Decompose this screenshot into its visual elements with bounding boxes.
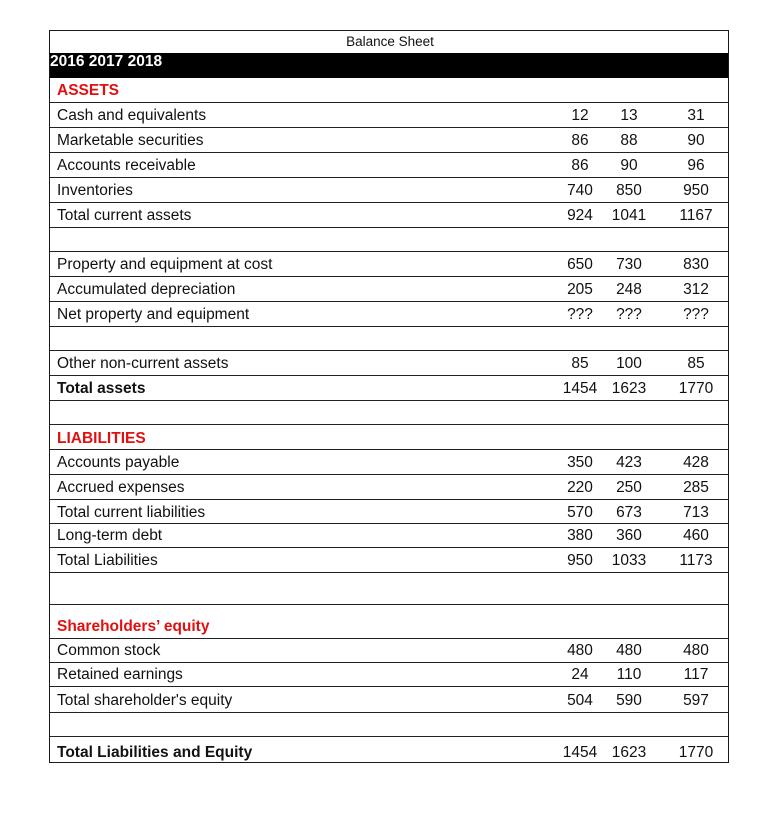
row-label: Accounts receivable (57, 157, 196, 174)
cell-2017: 88 (620, 132, 638, 149)
cell-2017: 100 (616, 355, 642, 372)
cell-2017: 590 (616, 692, 642, 709)
liabilities-section-label: LIABILITIES (57, 430, 146, 447)
row-label: Total current assets (57, 207, 192, 224)
cell-2018: 1173 (679, 552, 713, 569)
cell-2016: 86 (571, 132, 589, 149)
cell-2016: 570 (567, 504, 593, 521)
row-label: Property and equipment at cost (57, 256, 273, 273)
spacer-row (50, 228, 728, 252)
row-label: Common stock (57, 642, 161, 659)
assets-section-row (50, 78, 728, 103)
table-row (50, 203, 728, 228)
cell-2017: 110 (616, 666, 642, 683)
table-row (50, 663, 728, 687)
equity-section-row (50, 605, 728, 638)
cell-2017: 360 (616, 527, 642, 544)
cell-2016: 86 (571, 157, 589, 174)
table-row (50, 252, 728, 277)
balance-sheet-table (49, 30, 729, 763)
cell-2017: ??? (616, 306, 642, 323)
cell-2016: 220 (567, 479, 593, 496)
cell-2017: 1041 (611, 207, 647, 224)
row-label: Total Liabilities (57, 552, 158, 569)
spacer-row (50, 401, 728, 425)
row-label: Accumulated depreciation (57, 281, 236, 298)
table-row (50, 450, 728, 475)
cell-2018: 85 (687, 355, 705, 372)
cell-2017: 480 (616, 642, 642, 659)
cell-2018: ??? (683, 306, 709, 323)
cell-2017: 850 (616, 182, 642, 199)
table-row (50, 153, 728, 178)
table-row (50, 524, 728, 548)
cell-2018: 480 (683, 642, 709, 659)
cell-2018: 312 (683, 281, 709, 298)
cell-2016: 924 (567, 207, 593, 224)
liabilities-section-row (50, 425, 728, 450)
sheet-title: Balance Sheet (346, 34, 434, 49)
row-label: Retained earnings (57, 666, 183, 683)
year-header: 2016 (50, 53, 85, 70)
year-header: 2017 (88, 53, 124, 70)
cell-2016: 12 (571, 107, 589, 124)
row-label: Inventories (57, 182, 133, 199)
row-label: Long-term debt (57, 527, 163, 544)
assets-section-label: ASSETS (57, 82, 120, 99)
cell-2018: 460 (683, 527, 709, 544)
table-row (50, 548, 728, 573)
cell-2016: 205 (567, 281, 593, 298)
cell-2018: 96 (687, 157, 705, 174)
table-row (50, 687, 728, 713)
table-row (50, 128, 728, 153)
title-row (50, 31, 728, 53)
cell-2016: 950 (567, 552, 593, 569)
total-assets-row (50, 376, 728, 401)
cell-2016: 1454 (562, 380, 598, 397)
cell-2016: 480 (567, 642, 593, 659)
cell-2017: 90 (620, 157, 638, 174)
table-row (50, 500, 728, 524)
cell-2018: 830 (683, 256, 709, 273)
cell-2016: 740 (567, 182, 593, 199)
row-label: Total shareholder's equity (57, 692, 233, 709)
cell-2016: 1454 (562, 744, 598, 761)
cell-2018: 597 (683, 692, 709, 709)
cell-2017: 13 (620, 107, 638, 124)
cell-2016: ??? (567, 306, 593, 323)
table-row (50, 351, 728, 376)
cell-2018: 1167 (679, 207, 713, 224)
row-label: Accounts payable (57, 454, 180, 471)
row-label: Cash and equivalents (57, 107, 207, 124)
row-label: Marketable securities (57, 132, 204, 149)
row-label: Accrued expenses (57, 479, 185, 496)
cell-2017: 673 (616, 504, 642, 521)
row-label: Total current liabilities (57, 504, 206, 521)
cell-2017: 1033 (611, 552, 647, 569)
cell-2016: 380 (567, 527, 593, 544)
cell-2018: 285 (683, 479, 709, 496)
cell-2017: 423 (616, 454, 642, 471)
spacer-row (50, 327, 728, 351)
cell-2018: 31 (687, 107, 705, 124)
cell-2016: 24 (571, 666, 589, 683)
cell-2017: 248 (616, 281, 642, 298)
cell-2018: 713 (683, 504, 709, 521)
cell-2016: 650 (567, 256, 593, 273)
cell-2018: 90 (687, 132, 705, 149)
table-row (50, 103, 728, 128)
row-label: Total Liabilities and Equity (57, 744, 253, 761)
table-row (50, 277, 728, 302)
cell-2018: 117 (683, 666, 709, 683)
cell-2016: 85 (571, 355, 589, 372)
spacer-row (50, 713, 728, 737)
row-label: Total assets (57, 380, 146, 397)
cell-2018: 1770 (678, 744, 714, 761)
year-header: 2018 (127, 53, 163, 70)
table-row (50, 475, 728, 500)
equity-section-label: Shareholders’ equity (57, 618, 210, 635)
total-liabilities-equity-row (50, 737, 728, 762)
cell-2017: 1623 (611, 380, 647, 397)
cell-2017: 250 (616, 479, 642, 496)
cell-2017: 730 (616, 256, 642, 273)
table-row (50, 639, 728, 663)
cell-2018: 1770 (678, 380, 714, 397)
spacer-row (50, 573, 728, 605)
table-row (50, 178, 728, 203)
cell-2016: 504 (567, 692, 593, 709)
cell-2018: 950 (683, 182, 709, 199)
cell-2016: 350 (567, 454, 593, 471)
row-label: Other non-current assets (57, 355, 229, 372)
row-label: Net property and equipment (57, 306, 250, 323)
year-header-bar (50, 53, 728, 78)
table-row (50, 302, 728, 327)
cell-2017: 1623 (611, 744, 647, 761)
cell-2018: 428 (683, 454, 709, 471)
